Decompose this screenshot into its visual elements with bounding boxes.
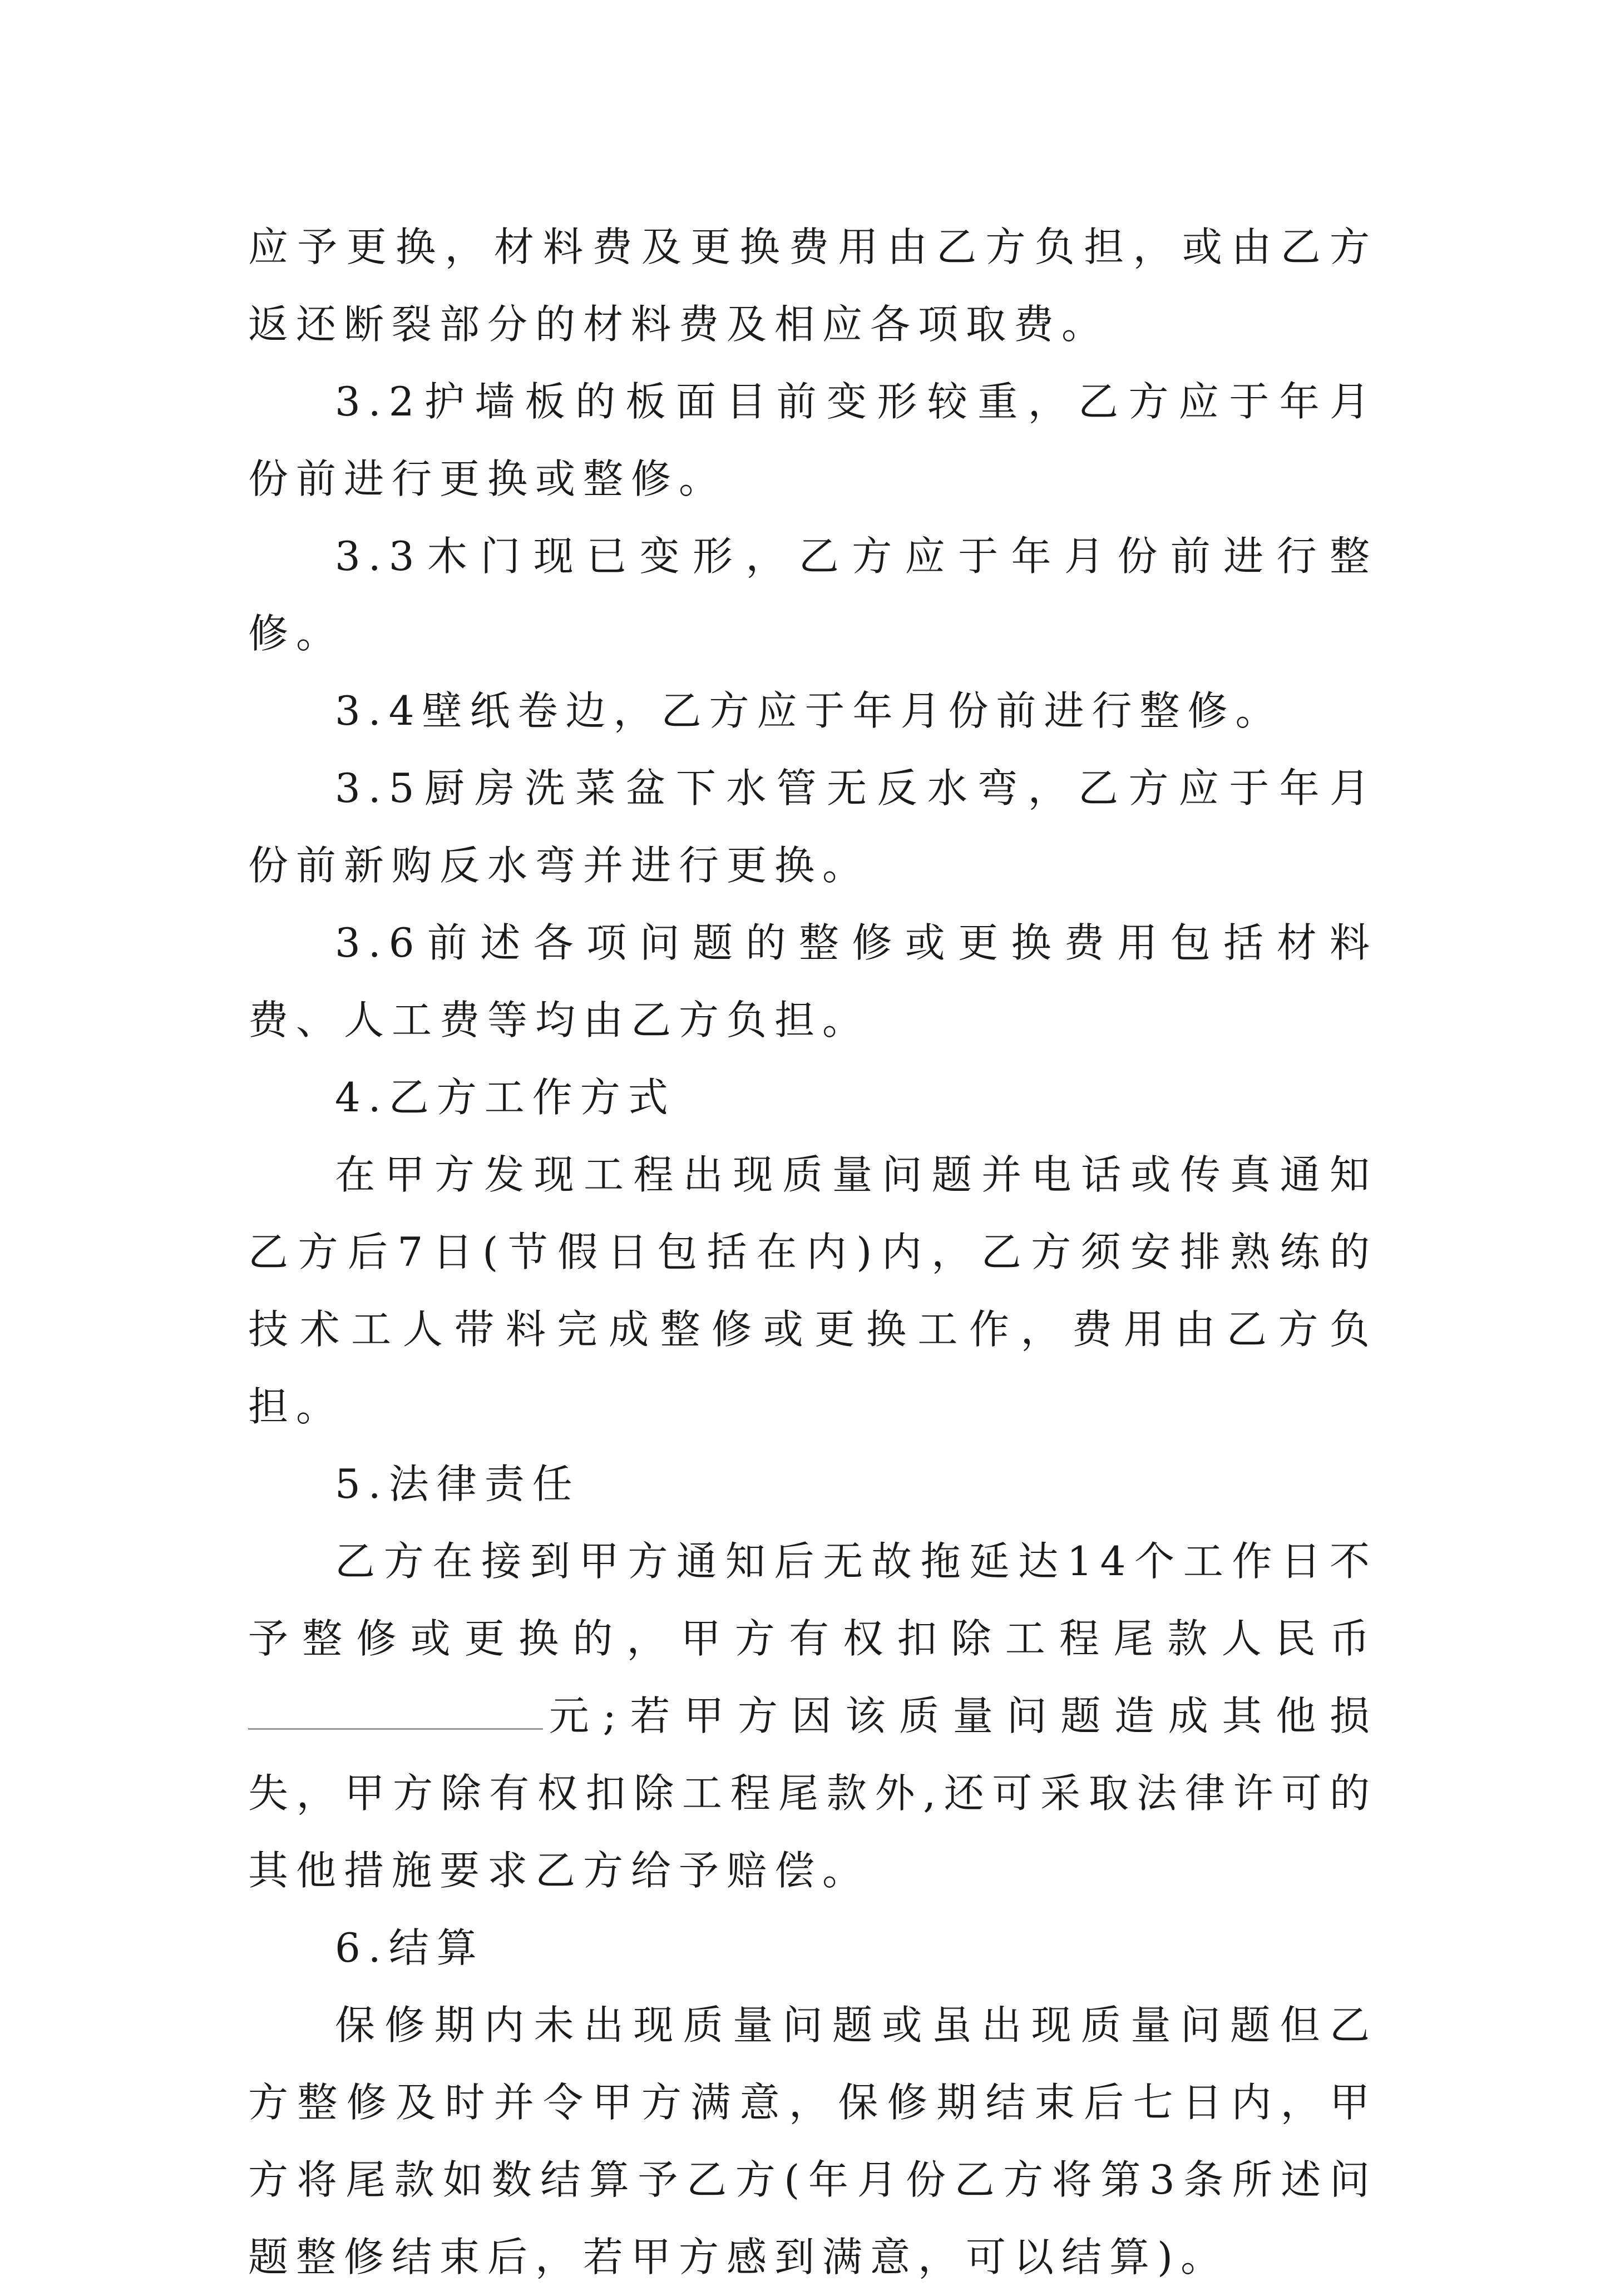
section-heading-5: 5.法律责任 <box>335 1461 580 1507</box>
paragraph-3-4: 3.4壁纸卷边，乙方应于年月份前进行整修。 <box>335 687 1283 734</box>
paragraph-3-5: 3.5厨房洗菜盆下水管无反水弯，乙方应于年月份前新购反水弯并进行更换。 <box>248 765 1377 889</box>
paragraph-3-3: 3.3木门现已变形，乙方应于年月份前进行整修。 <box>248 533 1377 657</box>
document-body <box>248 209 1377 2296</box>
paragraph-3-6: 3.6前述各项问题的整修或更换费用包括材料费、人工费等均由乙方负担。 <box>248 919 1377 1043</box>
amount-blank-line <box>248 1695 543 1730</box>
paragraph-3-2: 3.2护墙板的板面目前变形较重，乙方应于年月份前进行更换或整修。 <box>248 378 1377 502</box>
paragraph-5-text-after: 元;若甲方因该质量问题造成其他损失，甲方除有权扣除工程尾款外,还可采取法律许可的其他措施要求乙方给予赔偿。 <box>248 1693 1377 1894</box>
paragraph-6-body: 保修期内未出现质量问题或虽出现质量问题但乙方整修及时并令甲方满意，保修期结束后七日内，甲方将尾款如数结算予乙方(年月份乙方将第3条所述问题整修结束后，若甲方感到满意，可以结算)。 <box>248 2002 1377 2280</box>
section-heading-6: 6.结算 <box>335 1924 485 1971</box>
section-heading-4: 4.乙方工作方式 <box>335 1074 676 1121</box>
paragraph-5-text-before: 乙方在接到甲方通知后无故拖延达14个工作日不予整修或更换的，甲方有权扣除工程尾款人民币 <box>248 1538 1377 1662</box>
paragraph-continuation: 应予更换，材料费及更换费用由乙方负担，或由乙方返还断裂部分的材料费及相应各项取费。 <box>248 224 1377 348</box>
paragraph-5-body <box>248 1523 1377 1909</box>
paragraph-4-body: 在甲方发现工程出现质量问题并电话或传真通知乙方后7日(节假日包括在内)内，乙方须安排熟练的技术工人带料完成整修或更换工作，费用由乙方负担。 <box>248 1151 1377 1430</box>
